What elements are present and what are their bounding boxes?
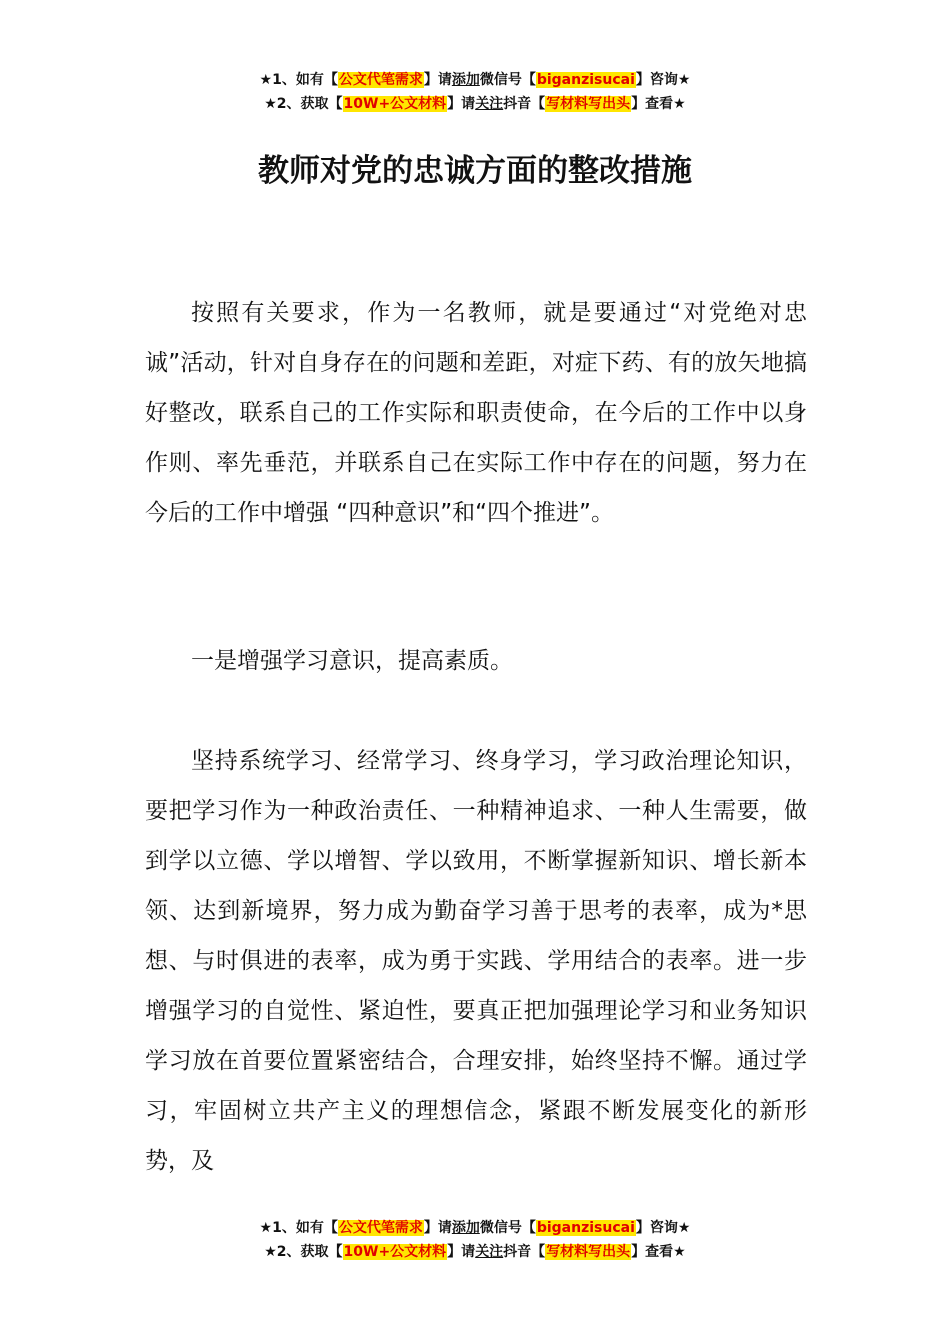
promo-underline: 关注 — [475, 1244, 504, 1260]
promo-text: ★2、获取【 — [264, 1244, 343, 1260]
promo-text: 】查看★ — [631, 96, 686, 112]
promo-highlight: 10W+公文材料 — [343, 1244, 447, 1260]
promo-line-1 — [0, 1216, 950, 1240]
body-paragraph-intro: 按照有关要求，作为一名教师，就是要通过“对党绝对忠诚”活动，针对自身存在的问题和差距，对症下药、有的放矢地搞好整改，联系自己的工作实际和职责使命，在今后的工作中以身作则、率先垂范，并联系自己在实际工作中存在的问题，努力在今后的工作中增强 “四种意识”和“四个推进”。 — [145, 300, 807, 526]
promo-line-2 — [0, 92, 950, 116]
promo-text: 】请 — [423, 1220, 452, 1236]
promo-text: 微信号【 — [479, 72, 536, 88]
promo-highlight: 10W+公文材料 — [343, 96, 447, 112]
promo-line-2 — [0, 1240, 950, 1264]
body-paragraph-study: 坚持系统学习、经常学习、终身学习，学习政治理论知识，要把学习作为一种政治责任、一种精神追求、一种人生需要，做到学以立德、学以增智、学以致用，不断掌握新知识、增长新本领、达到新境界，努力成为勤奋学习善于思考的表率，成为*思想、与时俱进的表率，成为勇于实践、学用结合的表率。进一步增强学习的自觉性、紧迫性，要真正把加强理论学习和业务知识学习放在首要位置紧密结合，合理安排，始终坚持不懈。通过学习，牢固树立共产主义的理想信念，紧跟不断发展变化的新形势，及 — [145, 748, 807, 1174]
promo-highlight: 写材料写出头 — [546, 96, 631, 112]
promo-text: 抖音【 — [503, 96, 546, 112]
promo-text: 】咨询★ — [635, 72, 691, 88]
promo-underline: 添加 — [451, 1220, 480, 1236]
promo-text: 】请 — [423, 72, 452, 88]
promo-banner-bottom — [0, 1216, 950, 1264]
promo-text: 微信号【 — [479, 1220, 536, 1236]
promo-highlight: 写材料写出头 — [546, 1244, 631, 1260]
promo-text: ★1、如有【 — [259, 72, 338, 88]
promo-highlight: biganzisucai — [536, 1220, 635, 1236]
promo-underline: 关注 — [475, 96, 504, 112]
promo-text: 】咨询★ — [635, 1220, 691, 1236]
promo-highlight: biganzisucai — [536, 72, 635, 88]
document-title: 教师对党的忠诚方面的整改措施 — [258, 153, 692, 189]
promo-text: ★1、如有【 — [259, 1220, 338, 1236]
promo-highlight: 公文代笔需求 — [338, 1220, 423, 1236]
promo-line-1 — [0, 68, 950, 92]
section-heading-1: 一是增强学习意识，提高素质。 — [191, 648, 513, 674]
promo-underline: 添加 — [451, 72, 480, 88]
promo-text: 】查看★ — [631, 1244, 686, 1260]
promo-text: ★2、获取【 — [264, 96, 343, 112]
promo-text: 】请 — [447, 1244, 476, 1260]
promo-banner-top — [0, 68, 950, 116]
promo-text: 抖音【 — [503, 1244, 546, 1260]
promo-highlight: 公文代笔需求 — [338, 72, 423, 88]
promo-text: 】请 — [447, 96, 476, 112]
